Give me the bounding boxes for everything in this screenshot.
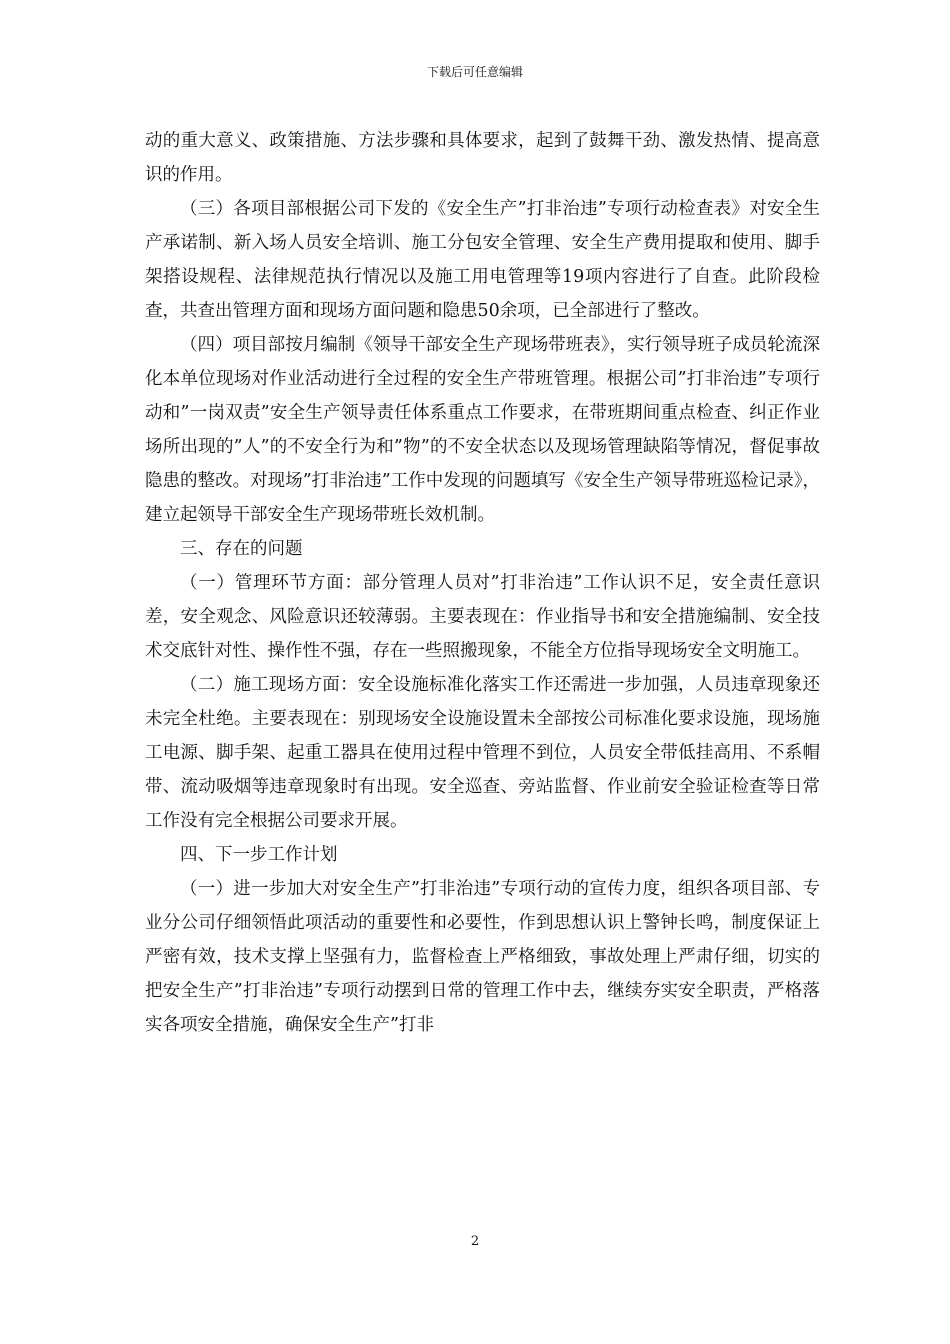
page-header: 下载后可任意编辑 [426,65,523,79]
heading-next-steps: 四、下一步工作计划 [180,845,338,865]
paragraph-section-4: （四）项目部按月编制《领导干部安全生产现场带班表》，实行领导班子成员轮流深化本单位现场对作业活动进行全过程的安全生产带班管理。根据公司”打非治违”专项行动和”一岗双责”安全生产领导责任体系重点工作要求，在带班期间重点检查、纠正作业场所出现的”人”的不安全行为和”物”的不安全状态以及现场管理缺陷等情况，督促事故隐患的整改。对现场”打非治违”工作中发现的问题填写《安全生产领导带班巡检记录》，建立起领导干部安全生产现场带班长效机制。 [145,335,820,525]
paragraph-section-3: （三）各项目部根据公司下发的《安全生产”打非治违”专项行动检查表》对安全生产承诺制、新入场人员安全培训、施工分包安全管理、安全生产费用提取和使用、脚手架搭设规程、法律规范执行情况以及施工用电管理等19项内容进行了自查。此阶段检查，共查出管理方面和现场方面问题和隐患50余项，已全部进行了整改。 [145,199,820,321]
document-body [145,124,820,1042]
heading-existing-problems: 三、存在的问题 [180,539,303,559]
paragraph-continuation: 动的重大意义、政策措施、方法步骤和具体要求，起到了鼓舞干劲、激发热情、提高意识的作用。 [145,131,820,185]
paragraph-site-issues: （二）施工现场方面：安全设施标准化落实工作还需进一步加强，人员违章现象还未完全杜绝。主要表现在：别现场安全设施设置未全部按公司标准化要求设施，现场施工电源、脚手架、起重工器具在使用过程中管理不到位，人员安全带低挂高用、不系帽带、流动吸烟等违章现象时有出现。安全巡查、旁站监督、作业前安全验证检查等日常工作没有完全根据公司要求开展。 [145,675,820,831]
paragraph-next-step-1: （一）进一步加大对安全生产”打非治违”专项行动的宣传力度，组织各项目部、专业分公司仔细领悟此项活动的重要性和必要性，作到思想认识上警钟长鸣，制度保证上严密有效，技术支撑上坚强有力，监督检查上严格细致，事故处理上严肃仔细，切实的把安全生产”打非治违”专项行动摆到日常的管理工作中去，继续夯实安全职责，严格落实各项安全措施，确保安全生产”打非 [145,879,820,1035]
page-number: 2 [470,1234,480,1249]
paragraph-management-issues: （一）管理环节方面：部分管理人员对”打非治违”工作认识不足，安全责任意识差，安全观念、风险意识还较薄弱。主要表现在：作业指导书和安全措施编制、安全技术交底针对性、操作性不强，存在一些照搬现象，不能全方位指导现场安全文明施工。 [145,573,820,661]
